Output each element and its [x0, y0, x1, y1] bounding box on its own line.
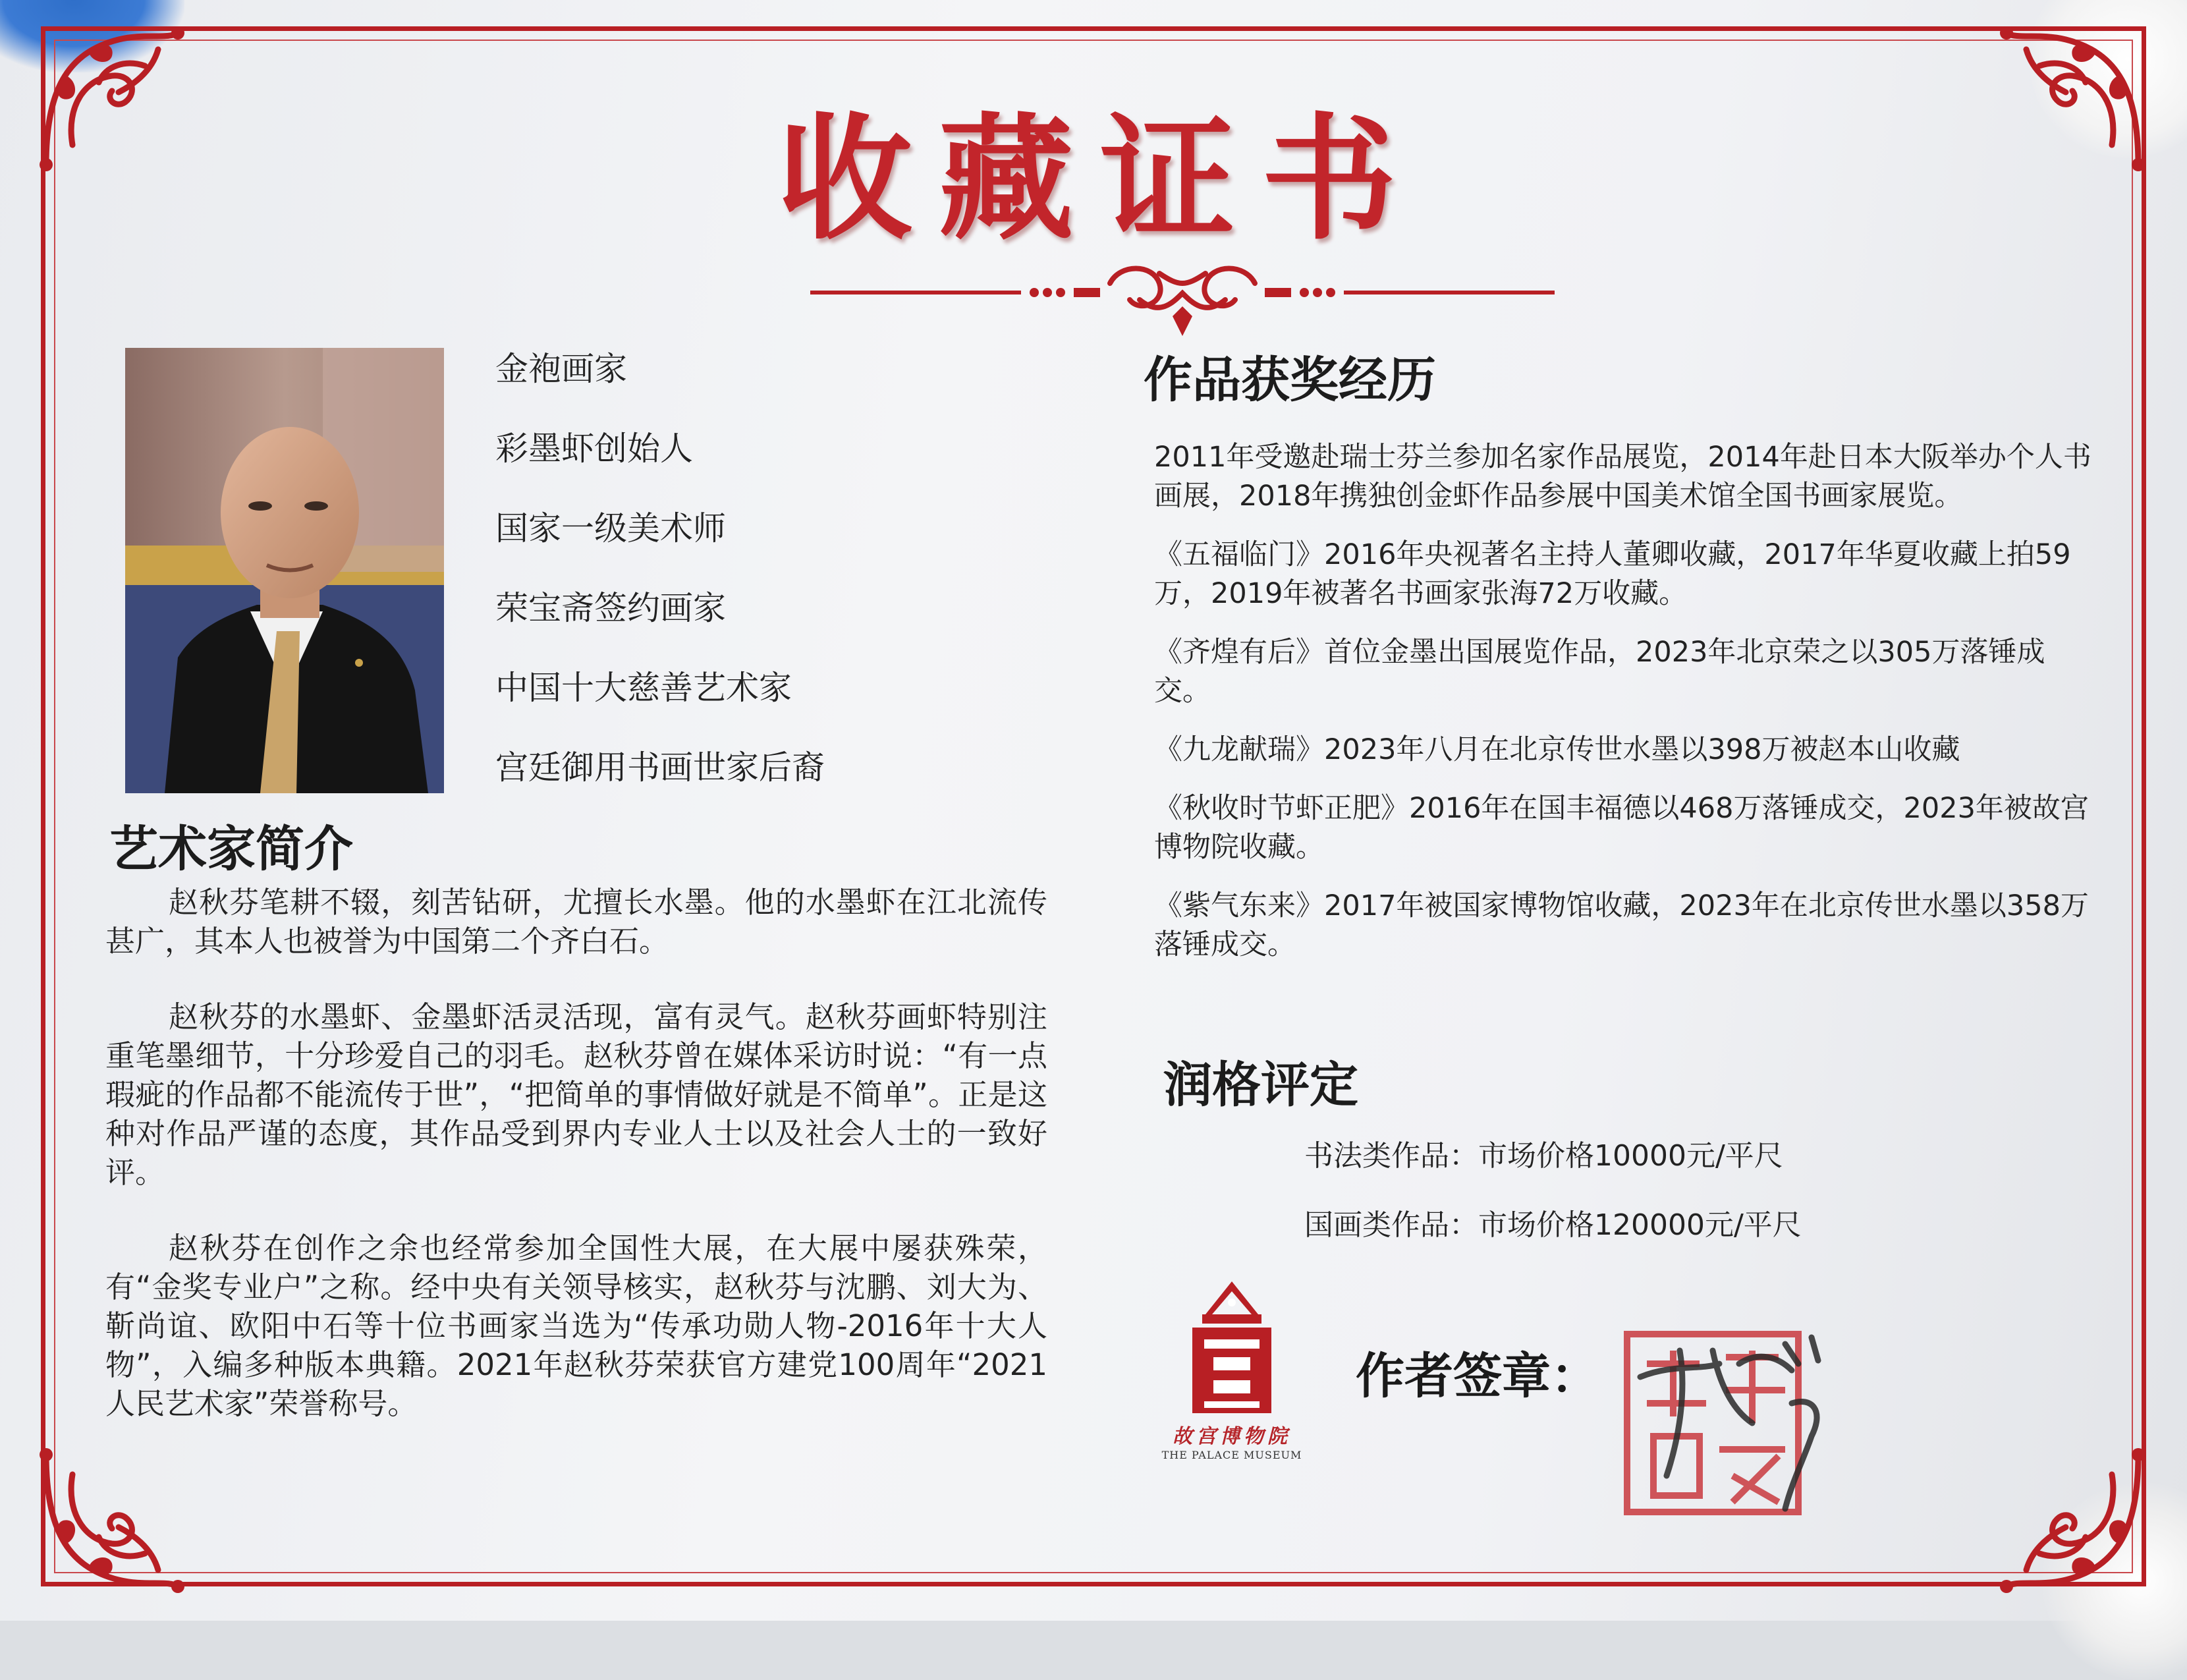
award-item: 《秋收时节虾正肥》2016年在国丰福德以468万落锤成交，2023年被故宫博物院收藏。: [1154, 792, 2089, 864]
award-item: 《五福临门》2016年央视著名主持人董卿收藏，2017年华夏收藏上拍59万，2019年被著名书画家张海72万收藏。: [1154, 538, 2071, 610]
signature-label: 作者签章：: [1356, 1348, 1599, 1405]
price-painting: 国画类作品：市场价格120000元/平尺: [1304, 1208, 1802, 1242]
pricing-heading: 润格评定: [1163, 1057, 1358, 1113]
artist-title: 宫廷御用书画世家后裔: [495, 748, 825, 787]
awards-heading: 作品获奖经历: [1144, 352, 1436, 408]
artist-seal-and-signature-icon: [1620, 1324, 1838, 1522]
corner-ornament-icon: [1987, 1435, 2158, 1606]
award-item: 《齐煌有后》首位金墨出国展览作品，2023年北京荣之以305万落锤成交。: [1154, 636, 2045, 708]
award-item: 2011年受邀赴瑞士芬兰参加名家作品展览，2014年赴日本大阪举办个人书画展，2018年携独创金虾作品参展中国美术馆全国书画家展览。: [1154, 441, 2091, 513]
certificate-title: 收藏证书: [777, 100, 1423, 258]
artist-title: 彩墨虾创始人: [495, 430, 693, 468]
corner-ornament-icon: [26, 13, 198, 184]
artist-title: 荣宝斋签约画家: [495, 589, 726, 627]
museum-name-en: THE PALACE MUSEUM: [1161, 1449, 1302, 1461]
bio-paragraph: 赵秋芬的水墨虾、金墨虾活灵活现，富有灵气。赵秋芬画虾特别注重笔墨细节，十分珍爱自己的羽毛。赵秋芬曾在媒体采访时说：“有一点瑕疵的作品都不能流传于世”，“把简单的事情做好就是不简单”。正是这种对作品严谨的态度，其作品受到界内专业人士以及社会人士的一致好评。: [105, 999, 1047, 1190]
award-item: 《九龙献瑞》2023年八月在北京传世水墨以398万被赵本山收藏: [1154, 733, 1960, 766]
bio-heading: 艺术家简介: [109, 821, 353, 878]
award-item: 《紫气东来》2017年被国家博物馆收藏，2023年在北京传世水墨以358万落锤成交。: [1154, 889, 2089, 961]
title-divider-ornament-icon: [810, 254, 1555, 339]
palace-museum-logo: [1153, 1275, 1311, 1466]
bio-paragraph: 赵秋芬在创作之余也经常参加全国性大展，在大展中屡获殊荣，有“金奖专业户”之称。经中央有关领导核实，赵秋芬与沈鹏、刘大为、靳尚谊、欧阳中石等十位书画家当选为“传承功勋人物-2016年十大人物”，入编多种版本典籍。2021年赵秋芬荣获官方建党100周年“2021人民艺术家”荣誉称号。: [105, 1231, 1047, 1421]
corner-ornament-icon: [26, 1435, 198, 1606]
bio-text: [105, 883, 1047, 1460]
palace-museum-logo-icon: [1153, 1275, 1311, 1413]
pricing-list: [1304, 1136, 1802, 1275]
artist-title: 金袍画家: [495, 350, 627, 388]
artist-titles-list: [495, 346, 825, 824]
artist-portrait-image: [125, 348, 444, 793]
price-calligraphy: 书法类作品：市场价格10000元/平尺: [1304, 1139, 1783, 1173]
corner-ornament-icon: [1987, 13, 2158, 184]
museum-name-cn: 故宫博物院: [1173, 1425, 1291, 1448]
awards-list: [1154, 438, 2096, 984]
artist-title: 国家一级美术师: [495, 509, 726, 547]
bio-paragraph: 赵秋芬笔耕不辍，刻苦钻研，尤擅长水墨。他的水墨虾在江北流传甚广，其本人也被誉为中国第二个齐白石。: [105, 885, 1047, 959]
artist-title: 中国十大慈善艺术家: [495, 669, 792, 707]
